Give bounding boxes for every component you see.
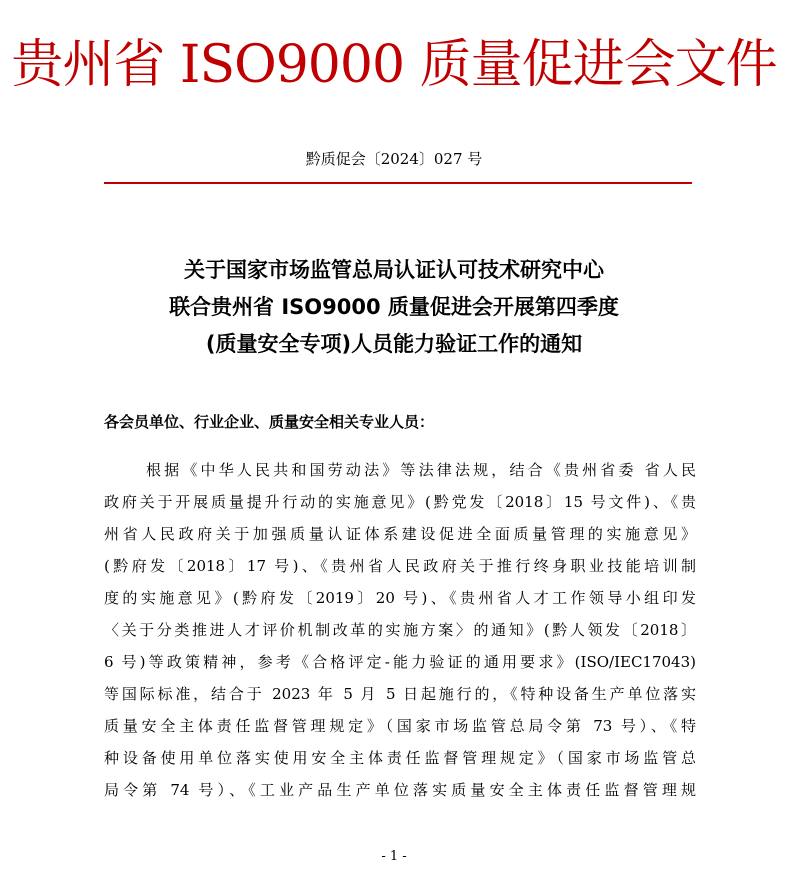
body-line-2: 政府关于开展质量提升行动的实施意见》(黔党发〔2018〕15 号文件)、《贵: [104, 493, 696, 511]
title-line-3: (质量安全专项)人员能力验证工作的通知: [205, 332, 583, 356]
red-header-rule: [104, 182, 692, 184]
page-number: - 1 -: [381, 849, 407, 864]
document-number: 黔质促会〔2024〕027 号: [305, 150, 483, 168]
body-line-11: 局令第 74 号）、《工业产品生产单位落实质量安全主体责任监督管理规: [104, 781, 696, 799]
body-line-10: 种设备使用单位落实使用安全主体责任监督管理规定》（国家市场监管总: [104, 749, 696, 767]
body-line-8: 等国际标准，结合于 2023 年 5 月 5 日起施行的，《特种设备生产单位落实: [104, 685, 696, 703]
salutation: 各会员单位、行业企业、质量安全相关专业人员：: [104, 413, 435, 431]
body-line-9: 质量安全主体责任监督管理规定》（国家市场监管总局令第 73 号）、《特: [104, 717, 696, 735]
body-line-5: 度的实施意见》(黔府发〔2019〕20 号)、《贵州省人才工作领导小组印发: [104, 589, 696, 607]
document-masthead: 贵州省 ISO9000 质量促进会文件: [11, 35, 777, 95]
title-line-1: 关于国家市场监管总局认证认可技术研究中心: [184, 258, 604, 282]
body-paragraph: [104, 454, 696, 806]
notice-title: [60, 252, 728, 363]
title-line-2: 联合贵州省 ISO9000 质量促进会开展第四季度: [169, 295, 619, 319]
body-line-3: 州省人民政府关于加强质量认证体系建设促进全面质量管理的实施意见》: [104, 525, 696, 543]
body-line-1: 根据《中华人民共和国劳动法》等法律法规，结合《贵州省委 省人民: [146, 461, 696, 479]
body-line-7: 6 号)等政策精神，参考《合格评定-能力验证的通用要求》(ISO/IEC17043): [104, 653, 696, 671]
body-line-6: 〈关于分类推进人才评价机制改革的实施方案〉的通知》(黔人领发〔2018〕: [104, 621, 696, 639]
body-line-4: (黔府发〔2018〕17 号)、《贵州省人民政府关于推行终身职业技能培训制: [104, 557, 696, 575]
